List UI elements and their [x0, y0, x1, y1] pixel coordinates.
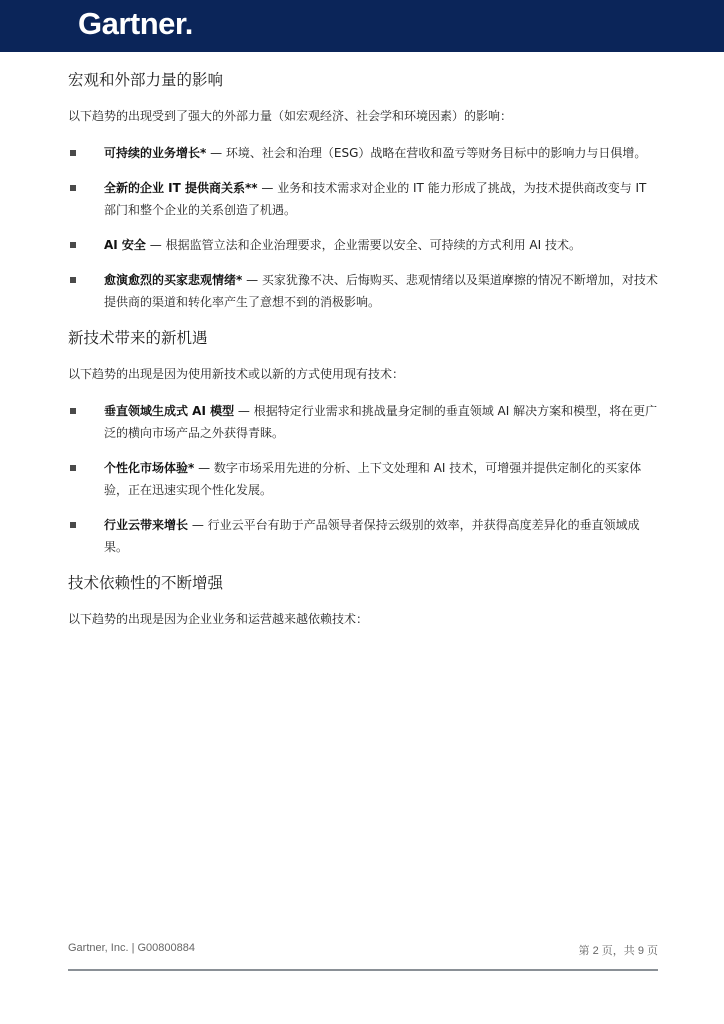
- section-macro: [68, 68, 660, 313]
- item-text: — 根据特定行业需求和挑战量身定制的垂直领域 AI 解决方案和模型，将在更广泛的横向市场产品之外获得青睐。: [104, 404, 658, 440]
- list-item: [68, 234, 660, 256]
- bullet-list: [68, 400, 660, 558]
- section-title: 宏观和外部力量的影响: [68, 71, 224, 89]
- list-item: [68, 457, 660, 501]
- item-text: — 根据监管立法和企业治理要求，企业需要以安全、可持续的方式利用 AI 技术。: [145, 238, 581, 252]
- square-bullet-icon: [70, 185, 76, 191]
- item-text: — 业务和技术需求对企业的 IT 能力形成了挑战，为技术提供商改变与 IT 部门和整个企业的关系创造了机遇。: [104, 181, 647, 217]
- gartner-logo: Gartner.: [78, 6, 193, 41]
- document-body: [68, 68, 660, 645]
- item-title: 愈演愈烈的买家悲观情绪*: [104, 273, 243, 287]
- square-bullet-icon: [70, 242, 76, 248]
- section-intro: 以下趋势的出现是因为企业业务和运营越来越依赖技术：: [68, 612, 369, 626]
- footer-doc-id: Gartner, Inc. | G00800884: [68, 942, 195, 954]
- square-bullet-icon: [70, 150, 76, 156]
- item-title: 全新的企业 IT 提供商关系**: [104, 181, 258, 195]
- item-text: — 数字市场采用先进的分析、上下文处理和 AI 技术，可增强并提供定制化的买家体验，正在迅速实现个性化发展。: [104, 461, 642, 497]
- list-item: [68, 177, 660, 221]
- item-title: 垂直领域生成式 AI 模型: [104, 404, 235, 418]
- list-item: [68, 400, 660, 444]
- footer-page-number: 第 2 页，共 9 页: [578, 945, 658, 957]
- header-bar: [0, 0, 724, 52]
- section-intro: 以下趋势的出现受到了强大的外部力量（如宏观经济、社会学和环境因素）的影响：: [68, 109, 513, 123]
- item-text: — 环境、社会和治理（ESG）战略在营收和盈亏等财务目标中的影响力与日俱增。: [206, 146, 647, 160]
- square-bullet-icon: [70, 277, 76, 283]
- list-item: [68, 269, 660, 313]
- item-title: 行业云带来增长: [104, 518, 189, 532]
- section-title: 新技术带来的新机遇: [68, 329, 208, 347]
- item-title: 可持续的业务增长*: [104, 146, 207, 160]
- square-bullet-icon: [70, 522, 76, 528]
- footer-divider: [68, 969, 658, 971]
- section-tech-dependency: [68, 571, 660, 629]
- square-bullet-icon: [70, 465, 76, 471]
- section-new-tech: [68, 326, 660, 558]
- item-title: AI 安全: [104, 238, 146, 252]
- section-intro: 以下趋势的出现是因为使用新技术或以新的方式使用现有技术：: [68, 367, 405, 381]
- list-item: [68, 142, 660, 164]
- item-text: — 行业云平台有助于产品领导者保持云级别的效率，并获得高度差异化的垂直领域成果。: [104, 518, 640, 554]
- square-bullet-icon: [70, 408, 76, 414]
- bullet-list: [68, 142, 660, 313]
- item-title: 个性化市场体验*: [104, 461, 195, 475]
- section-title: 技术依赖性的不断增强: [68, 574, 224, 592]
- item-text: — 买家犹豫不决、后悔购买、悲观情绪以及渠道摩擦的情况不断增加，对技术提供商的渠道和转化率产生了意想不到的消极影响。: [104, 273, 658, 309]
- list-item: [68, 514, 660, 558]
